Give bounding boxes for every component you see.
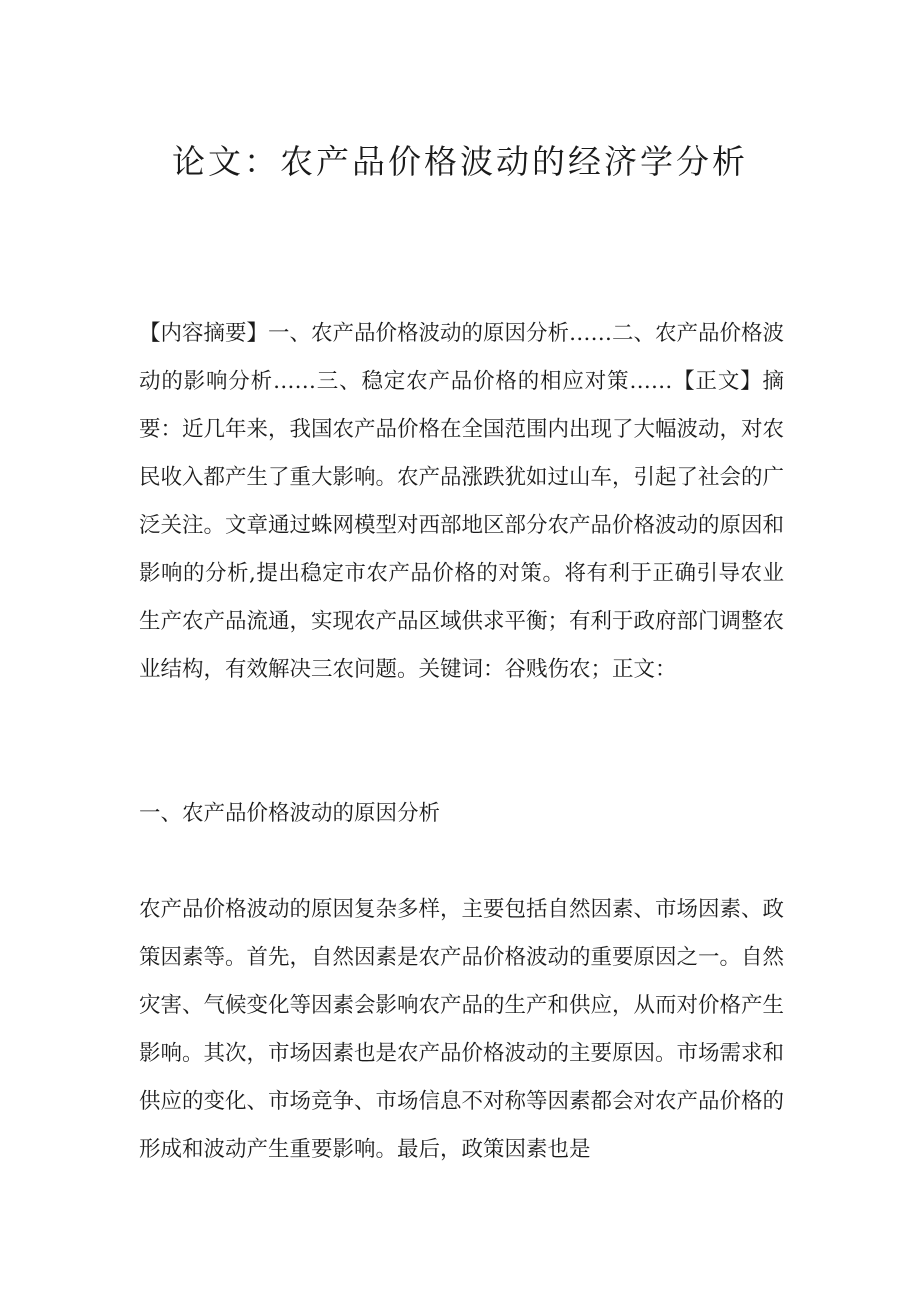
section-heading: 一、农产品价格波动的原因分析 (139, 801, 441, 826)
document-title: 论文：农产品价格波动的经济学分析 (172, 142, 748, 181)
section-paragraph: 农产品价格波动的原因复杂多样，主要包括自然因素、市场因素、政策因素等。首先，自然因素是农产品价格波动的重要原因之一。自然灾害、气候变化等因素会影响农产品的生产和供应，从而对价格产生影响。其次，市场因素也是农产品价格波动的主要原因。市场需求和供应的变化、市场竞争、市场信息不对称等因素都会对农产品价格的形成和波动产生重要影响。最后，政策因素也是 (139, 897, 785, 1162)
abstract-paragraph: 【内容摘要】一、农产品价格波动的原因分析……二、农产品价格波动的影响分析……三、稳定农产品价格的相应对策……【正文】摘要：近几年来，我国农产品价格在全国范围内出现了大幅波动，对农民收入都产生了重大影响。农产品涨跌犹如过山车，引起了社会的广泛关注。文章通过蛛网模型对西部地区部分农产品价格波动的原因和影响的分析,提出稳定市农产品价格的对策。将有利于正确引导农业生产农产品流通，实现农产品区域供求平衡；有利于政府部门调整农业结构，有效解决三农问题。关键词：谷贱伤农；正文： (139, 321, 785, 682)
